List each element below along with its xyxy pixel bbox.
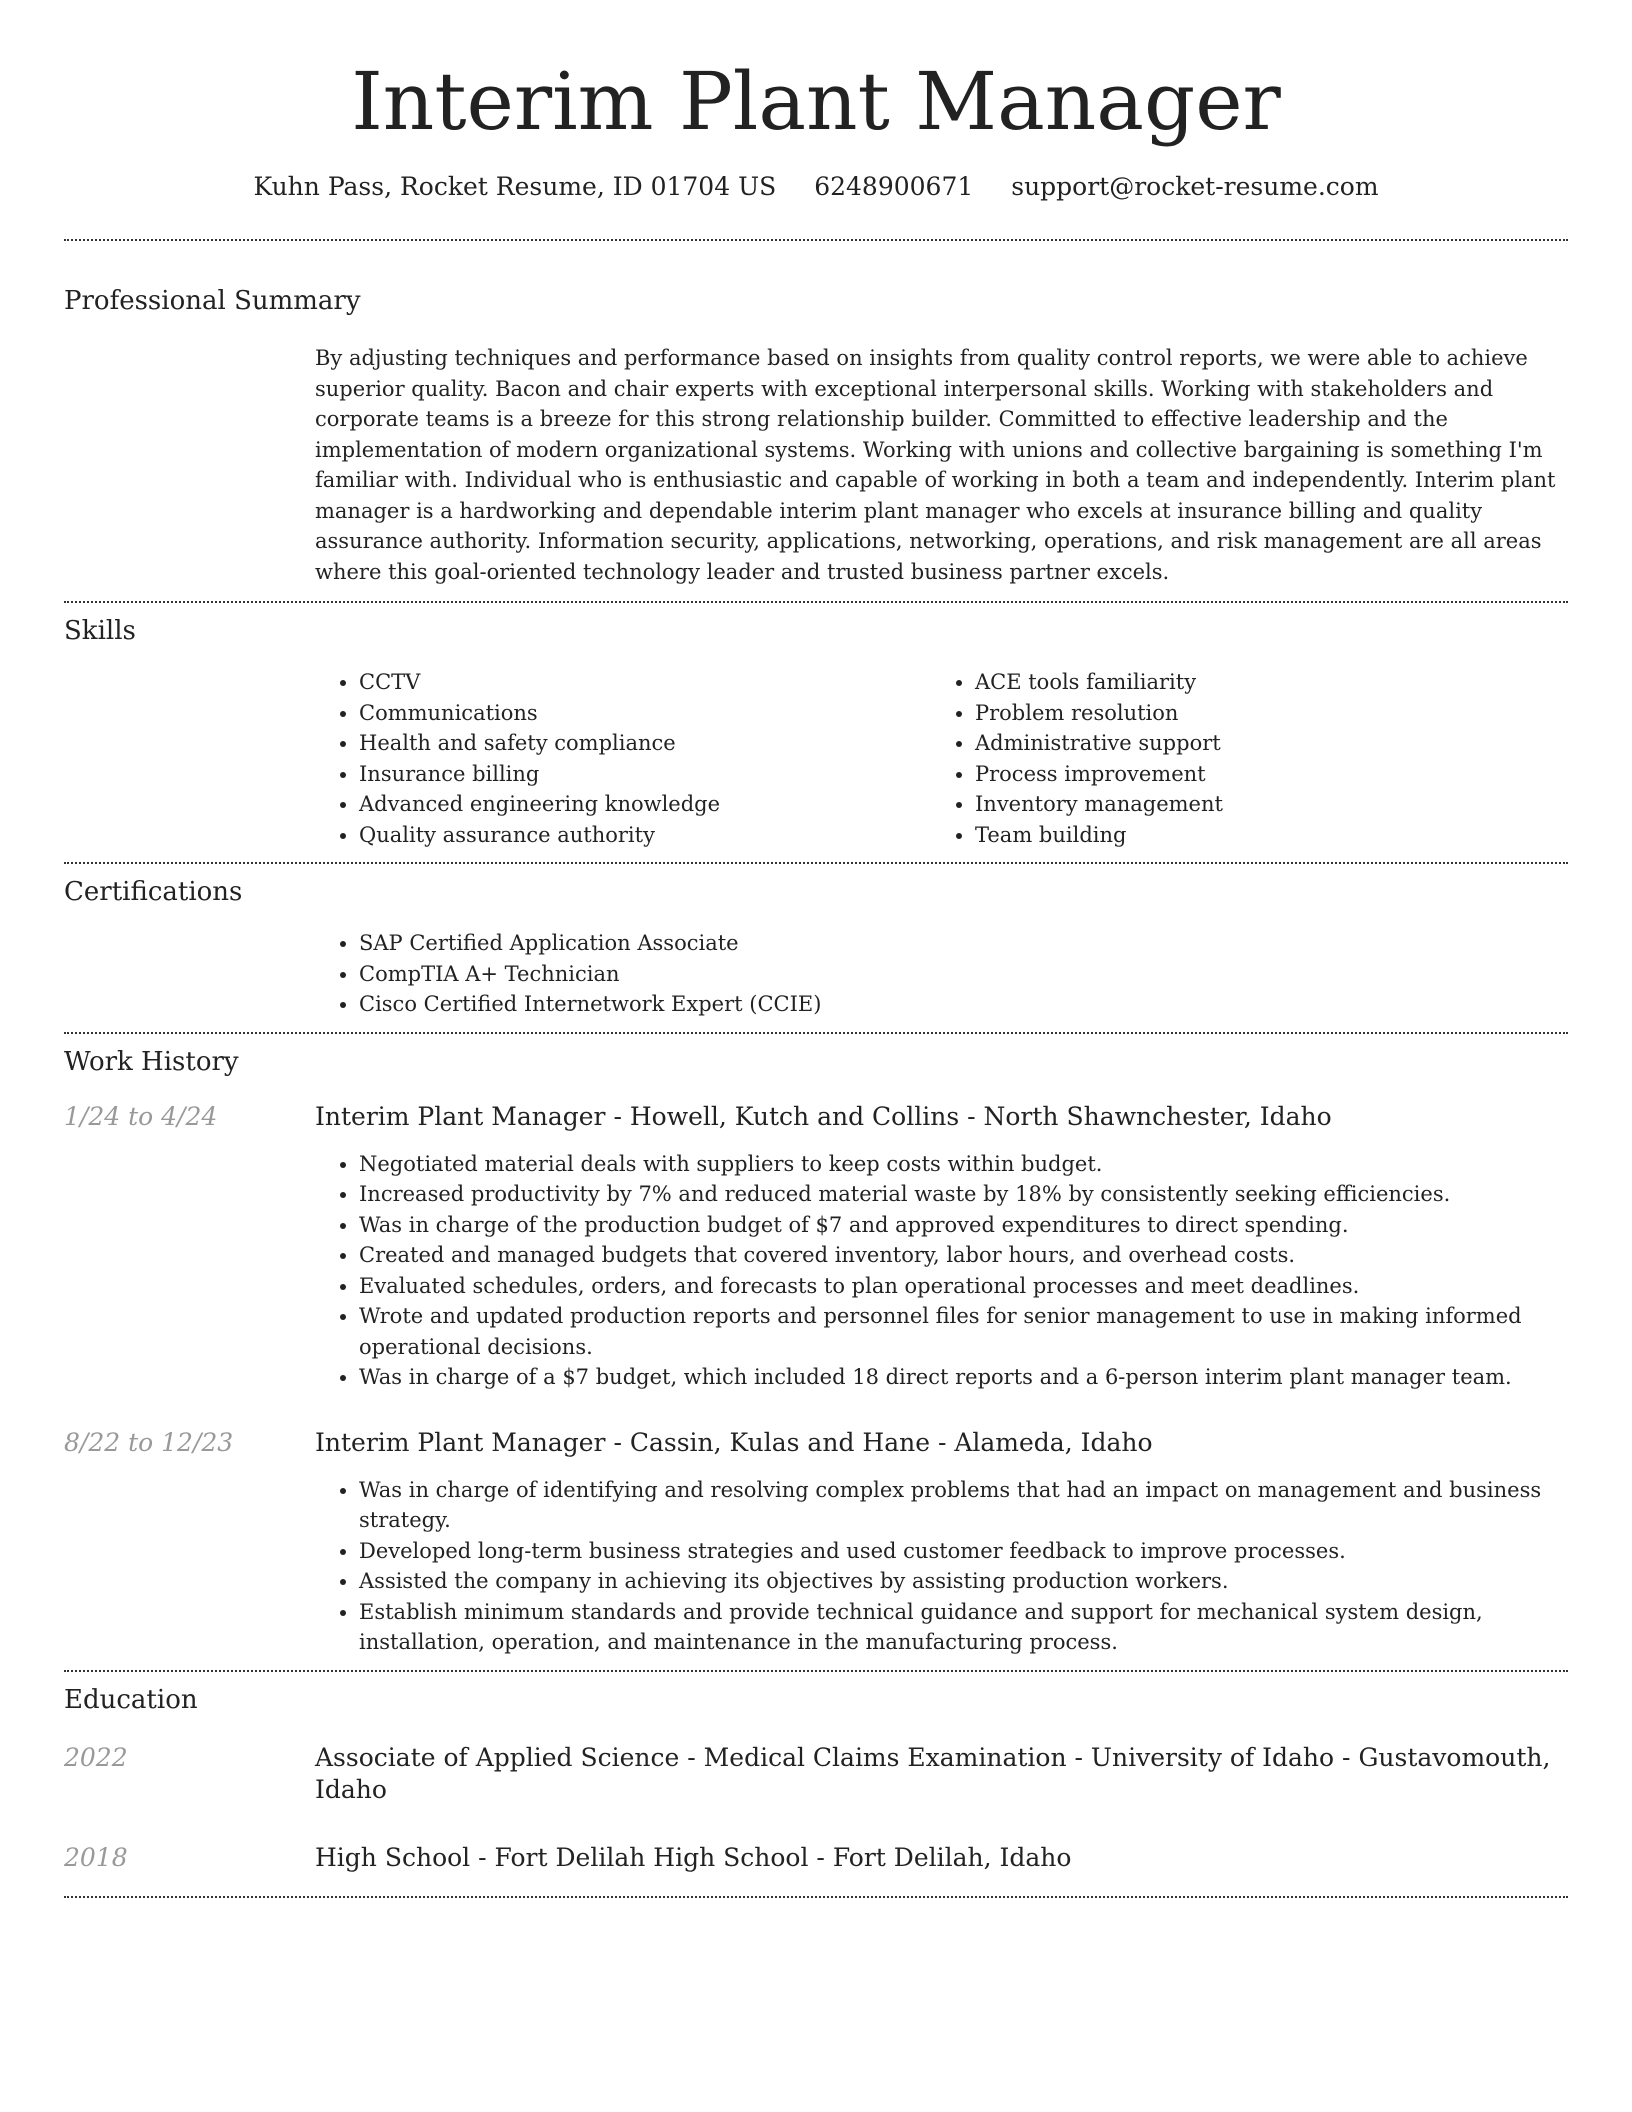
skill-item: • Team building [975, 820, 1547, 851]
job-bullet: • Wrote and updated production reports and personnel files for senior management to use in making informed operational decisions. [359, 1301, 1568, 1362]
certifications-list [315, 928, 1568, 1032]
summary-section [64, 241, 1568, 601]
education-year: 2022 [64, 1742, 128, 1772]
certification-item: • SAP Certified Application Associate [359, 928, 1568, 959]
skill-item: • Insurance billing [359, 759, 931, 790]
education-field: Medical Claims Examination [703, 1742, 1067, 1772]
job-dates: 1/24 to 4/24 [64, 1101, 218, 1131]
education-location: Fort Delilah, Idaho [832, 1842, 1072, 1872]
contact-phone: 6248900671 [814, 172, 974, 201]
certifications-section [64, 864, 1568, 1032]
contact-address: Kuhn Pass, Rocket Resume, ID 01704 US [253, 172, 777, 201]
separator: - [808, 1842, 833, 1872]
job-role: Interim Plant Manager [315, 1101, 606, 1131]
work-history-heading: Work History [64, 1046, 239, 1077]
job-bullet: • Was in charge of identifying and resolving complex problems that had an impact on management and business strategy. [359, 1475, 1568, 1536]
job-bullet: • Establish minimum standards and provide technical guidance and support for mechanical system design, installation, operation, and maintenance in the manufacturing process. [359, 1597, 1568, 1658]
skills-right-column [931, 667, 1547, 850]
skill-item: • Inventory management [975, 789, 1547, 820]
job-role: Interim Plant Manager [315, 1427, 606, 1457]
skill-item: • Quality assurance authority [359, 820, 931, 851]
job-bullet: • Negotiated material deals with suppliers to keep costs within budget. [359, 1149, 1568, 1180]
job-company: Howell, Kutch and Collins [629, 1101, 960, 1131]
job-entry [64, 1101, 1568, 1393]
separator: - [930, 1427, 955, 1457]
skill-item: • Problem resolution [975, 698, 1547, 729]
education-year: 2018 [64, 1842, 128, 1872]
job-bullet: • Evaluated schedules, orders, and forecasts to plan operational processes and meet deadlines. [359, 1271, 1568, 1302]
divider [64, 1896, 1568, 1898]
skill-item: • Communications [359, 698, 931, 729]
summary-heading: Professional Summary [64, 286, 361, 316]
education-degree: High School [315, 1842, 471, 1872]
education-degree: Associate of Applied Science [315, 1742, 680, 1772]
skill-item: • CCTV [359, 667, 931, 698]
job-location: Alameda, Idaho [954, 1427, 1153, 1457]
skills-left-column [315, 667, 931, 850]
education-school: Fort Delilah High School [494, 1842, 809, 1872]
skill-item: • Administrative support [975, 728, 1547, 759]
separator: - [679, 1742, 704, 1772]
job-body [315, 1101, 1568, 1393]
education-heading: Education [64, 1684, 198, 1715]
separator: - [470, 1842, 495, 1872]
separator: - [1066, 1742, 1091, 1772]
separator: - [605, 1427, 630, 1457]
education-title-line [315, 1742, 1568, 1806]
education-section [64, 1672, 1568, 1896]
separator: - [605, 1101, 630, 1131]
separator: - [959, 1101, 984, 1131]
job-company: Cassin, Kulas and Hane [629, 1427, 930, 1457]
job-bullet: • Was in charge of a $7 budget, which included 18 direct reports and a 6-person interim plant manager team. [359, 1362, 1568, 1393]
job-bullet: • Developed long-term business strategies and used customer feedback to improve processes. [359, 1536, 1568, 1567]
skill-item: • Advanced engineering knowledge [359, 789, 931, 820]
skills-columns [315, 667, 1568, 862]
certifications-heading: Certifications [64, 877, 243, 907]
job-dates: 8/22 to 12/23 [64, 1427, 234, 1457]
candidate-name: Interim Plant Manager [351, 55, 1281, 148]
contact-line [64, 170, 1568, 204]
skills-section [64, 603, 1568, 862]
job-bullet: • Created and managed budgets that covered inventory, labor hours, and overhead costs. [359, 1240, 1568, 1271]
education-location: Gustavomouth, Idaho [315, 1742, 1551, 1804]
skills-heading: Skills [64, 616, 136, 646]
skill-item: • Process improvement [975, 759, 1547, 790]
skill-item: • Health and safety compliance [359, 728, 931, 759]
summary-text: By adjusting techniques and performance based on insights from quality control reports, we were able to achieve superior quality. Bacon and chair experts with exceptional interpersonal skills. Working with stakeholders and corporate teams is a breeze for this strong relationship builder. Committed to effective leadership and the implementation of modern organizational systems. Working with unions and collective bargaining is something I'm familiar with. Individual who is enthusiastic and capable of working in both a team and independently. Interim plant manager is a hardworking and dependable interim plant manager who excels at insurance billing and quality assurance authority. Information security, applications, networking, operations, and risk management are all areas where this goal-oriented technology leader and trusted business partner excels. [315, 346, 1556, 584]
work-history-section [64, 1034, 1568, 1670]
job-title-line [315, 1101, 1568, 1133]
education-school: University of Idaho [1090, 1742, 1335, 1772]
job-bullet: • Increased productivity by 7% and reduced material waste by 18% by consistently seeking efficiencies. [359, 1179, 1568, 1210]
certification-item: • CompTIA A+ Technician [359, 959, 1568, 990]
separator: - [1334, 1742, 1359, 1772]
education-title-line [315, 1842, 1071, 1874]
job-title-line [315, 1427, 1568, 1459]
job-body [315, 1427, 1568, 1658]
job-bullet: • Was in charge of the production budget of $7 and approved expenditures to direct spending. [359, 1210, 1568, 1241]
contact-email: support@rocket-resume.com [1011, 172, 1379, 201]
job-location: North Shawnchester, Idaho [983, 1101, 1332, 1131]
education-entry [64, 1842, 1568, 1896]
education-entry [64, 1742, 1568, 1806]
skill-item: • ACE tools familiarity [975, 667, 1547, 698]
job-bullet: • Assisted the company in achieving its objectives by assisting production workers. [359, 1566, 1568, 1597]
certification-item: • Cisco Certified Internetwork Expert (CCIE) [359, 989, 1568, 1020]
job-entry [64, 1427, 1568, 1670]
